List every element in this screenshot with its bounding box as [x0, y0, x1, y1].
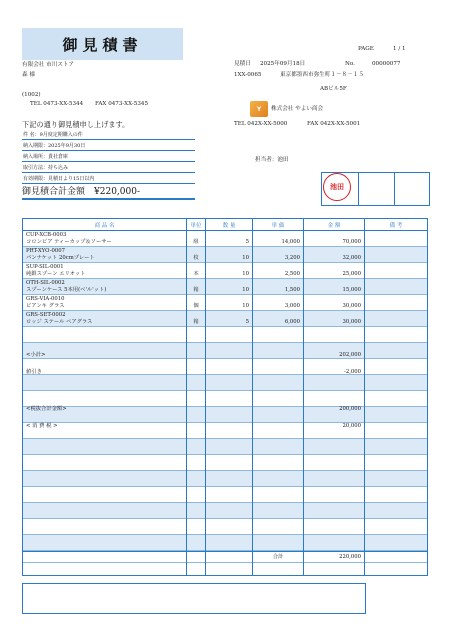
estimate-total-row	[22, 186, 195, 200]
item-qty: 10	[242, 271, 249, 277]
info-row-place: 納入場所：貴社倉庫	[22, 153, 195, 162]
estimate-table	[22, 218, 428, 576]
item-code: GRS-VIA-0010	[26, 296, 65, 302]
grand-total-value: 220,000	[339, 554, 361, 560]
header-unit: 単位	[187, 219, 205, 230]
header-qty: 数 量	[206, 219, 252, 230]
seal-stamp: 池田	[323, 173, 351, 201]
item-unit: 箱	[193, 319, 199, 325]
tax-value: 20,000	[342, 423, 361, 429]
item-name: ロッジ ステール ペアグラス	[26, 319, 93, 325]
header-amount: 金 額	[304, 219, 364, 230]
item-amount: 30,000	[342, 319, 361, 325]
subtotal-label: <小計>	[26, 352, 46, 358]
issuer-name: 株式会社 やよい商会	[271, 106, 324, 112]
item-amount: 70,000	[342, 239, 361, 245]
page-number: 1 / 1	[393, 46, 406, 52]
table-row	[23, 359, 427, 375]
item-code: GRS-SET-0002	[26, 312, 66, 318]
subtotal-value: 202,000	[339, 352, 361, 358]
item-code: CUP-XCB-0003	[26, 232, 67, 238]
item-unit: 個	[193, 303, 199, 309]
estimate-total-label: 御見積合計金額	[22, 187, 86, 197]
table-row	[23, 407, 427, 423]
customer-fax: FAX 0473-XX-5345	[95, 101, 149, 107]
item-amount: 32,000	[342, 255, 361, 261]
item-amount: 25,000	[342, 271, 361, 277]
table-row	[23, 487, 427, 503]
table-row	[23, 535, 427, 551]
item-qty: 10	[242, 255, 249, 261]
item-code: OTH-SIL-0002	[26, 280, 65, 286]
item-amount: 15,000	[342, 287, 361, 293]
item-name: ビアンキ グラス	[26, 303, 65, 309]
item-price: 6,000	[284, 319, 300, 325]
item-price: 2,500	[284, 271, 300, 277]
item-price: 3,000	[284, 303, 300, 309]
item-name: コロンビア ティーカップ＆ソーサー	[26, 239, 112, 245]
item-name: 純銀スプーン エリオット	[26, 271, 86, 277]
grand-total-label: 合計	[272, 554, 284, 560]
item-unit: 本	[193, 271, 199, 277]
item-unit: 箱	[193, 287, 199, 293]
issuer-building: ABビル5F	[320, 86, 347, 92]
item-qty: 10	[242, 287, 249, 293]
header-product-name: 商 品 名	[23, 219, 186, 230]
greeting-text: 下記の通り御見積申し上げます。	[22, 120, 130, 129]
estimate-total-value: ¥220,000-	[94, 187, 140, 197]
item-price: 14,000	[281, 239, 300, 245]
discount-value: -2,000	[344, 369, 361, 375]
customer-person: 森 様	[22, 72, 35, 78]
table-row	[23, 327, 427, 343]
stamp-divider	[394, 173, 395, 205]
info-row-deadline: 納入期限：2025年9月30日	[22, 142, 195, 151]
info-row-method: 取引方法：持ち込み	[22, 164, 195, 173]
issuer-postal: 1XX-0065	[234, 72, 262, 78]
total-row	[23, 551, 427, 563]
table-row	[23, 519, 427, 535]
no-label: No.	[345, 61, 355, 67]
item-unit: 組	[193, 239, 199, 245]
page-label: PAGE	[358, 46, 374, 52]
header-note: 備 考	[365, 219, 427, 230]
header-row	[23, 219, 427, 231]
representative-label: 担当者：池田	[255, 157, 289, 163]
taxed-total-value: 200,000	[339, 406, 361, 412]
info-row-subject: 件 名：9月度定期購入の件	[22, 131, 195, 140]
table-row	[23, 471, 427, 487]
item-code: PRT-XYO-0007	[26, 248, 65, 254]
item-qty: 10	[242, 303, 249, 309]
customer-company: 有限会社 市川ストア	[22, 62, 74, 68]
item-price: 3,200	[284, 255, 300, 261]
table-row	[23, 503, 427, 519]
no-value: 00000077	[372, 61, 401, 67]
issuer-address: 東京都墨西市弥生町１－８－１５	[280, 72, 364, 78]
info-row-validity: 有効期限：見積日より15日以内	[22, 175, 195, 184]
item-unit: 枚	[193, 255, 199, 261]
item-amount: 30,000	[342, 303, 361, 309]
estimate-date-label: 見積日	[234, 61, 251, 67]
taxed-total-label: <税抜合計金額>	[26, 406, 67, 412]
memo-box	[22, 583, 366, 614]
table-row	[23, 375, 427, 391]
document-title: 御見積書	[22, 28, 183, 60]
item-name: スプーンケース 5本用(ベ'ル'ット)	[26, 287, 107, 293]
item-code: SUP-SIL-0001	[26, 264, 64, 270]
issuer-tel: TEL 042X-XX-5000	[234, 121, 288, 127]
item-qty: 5	[245, 319, 249, 325]
item-name: パンナケット 20cmプレート	[26, 255, 95, 261]
item-price: 1,500	[284, 287, 300, 293]
table-row	[23, 391, 427, 407]
estimate-date: 2025年09月18日	[260, 61, 306, 67]
table-row	[23, 455, 427, 471]
customer-postal: (1002)	[22, 92, 41, 98]
issuer-fax: FAX 042X-XX-5001	[307, 121, 361, 127]
column-divider	[364, 219, 365, 575]
stamp-divider	[358, 173, 359, 205]
table-row	[23, 423, 427, 439]
table-row	[23, 343, 427, 359]
item-qty: 5	[245, 239, 249, 245]
tax-label: < 消 費 税 >	[26, 423, 58, 429]
customer-tel: TEL 0473-XX-5344	[30, 101, 84, 107]
company-logo: Y	[250, 101, 268, 117]
discount-label: 値引き	[26, 369, 42, 375]
table-row	[23, 439, 427, 455]
header-price: 単 価	[253, 219, 303, 230]
